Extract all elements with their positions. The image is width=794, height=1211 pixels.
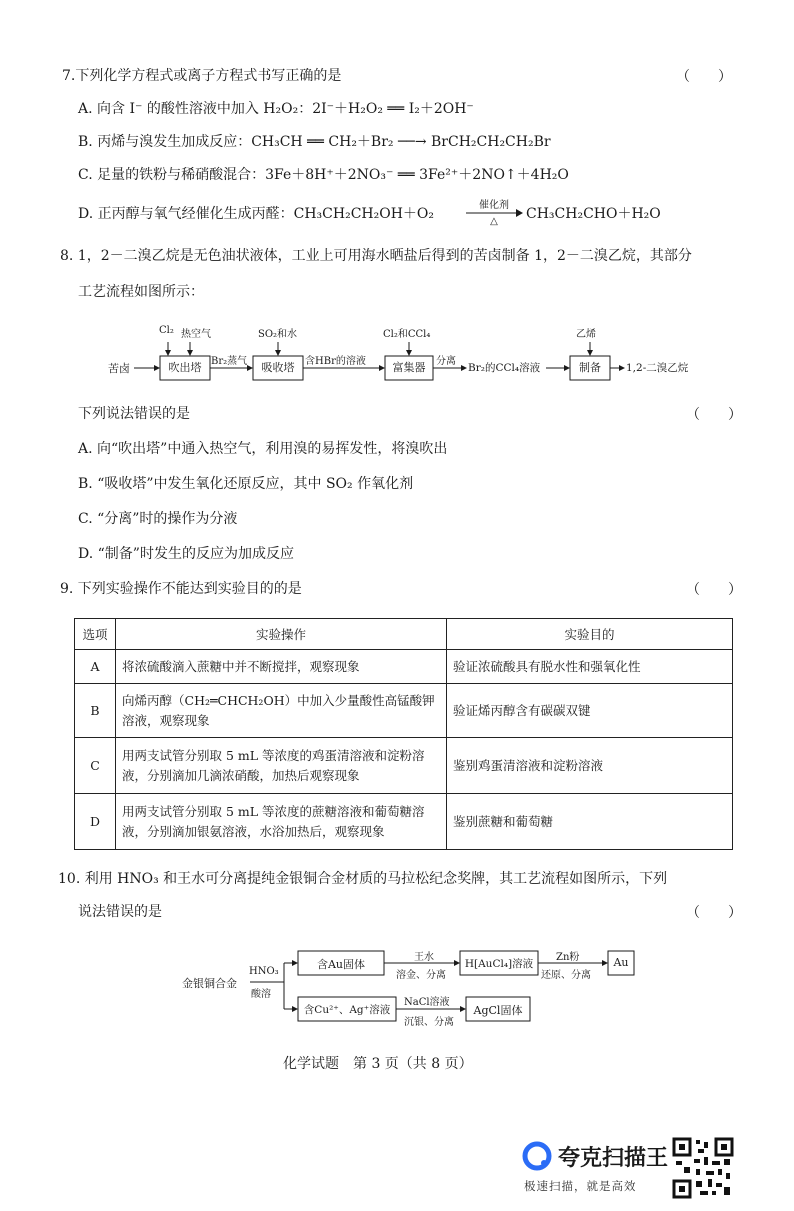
table-cell-option: D [75, 794, 116, 850]
q8-flow-arrow2-label: 含HBr的溶液 [305, 356, 366, 367]
table-cell-purpose: 验证烯丙醇含有碳碳双键 [447, 684, 733, 738]
table-cell-operation: 用两支试管分别取 5 mL 等浓度的蔗糖溶液和葡萄糖溶液，分别滴加银氨溶液，水浴加热后，观察现象 [116, 794, 447, 850]
q8-flow-arrow3-label: 分离 [436, 356, 456, 367]
table-cell-operation: 用两支试管分别取 5 mL 等浓度的鸡蛋清溶液和淀粉溶液，分别滴加几滴浓硝酸，加热后观察现象 [116, 738, 447, 794]
q8-flow-input-cl2: Cl₂ [159, 325, 174, 336]
q7-catalyst-label: 催化剂 [479, 200, 509, 211]
q10-stem-line2: 说法错误的是 [78, 904, 162, 920]
table-row [75, 650, 733, 684]
q7-option-a: A. 向含 I⁻ 的酸性溶液中加入 H₂O₂：2I⁻＋H₂O₂ ══ I₂＋2OH⁻ [78, 101, 474, 117]
q10-flow-top-reagent: 王水 [414, 952, 434, 963]
q10-flow-mid-op: 还原、分离 [541, 970, 591, 981]
q7-option-d-left: D. 正丙醇与氧气经催化生成丙醛：CH₃CH₂CH₂OH＋O₂ [78, 206, 435, 222]
table-header-purpose: 实验目的 [447, 619, 733, 650]
table-header-operation: 实验操作 [116, 619, 447, 650]
table-cell-purpose: 验证浓硫酸具有脱水性和强氧化性 [447, 650, 733, 684]
table-row [75, 684, 733, 738]
q8-option-c: C. “分离”时的操作为分液 [78, 511, 238, 527]
q7-heat-label: △ [490, 216, 498, 227]
q8-flow-arrow1-label: Br₂蒸气 [211, 356, 248, 367]
q7-answer-paren: （ ） [676, 69, 732, 85]
q10-flow-mid-reagent: Zn粉 [556, 952, 580, 963]
q10-flow-box-au-solid: 含Au固体 [316, 958, 366, 971]
q8-flow-input-cl2-ccl4: Cl₂和CCl₄ [383, 329, 431, 340]
q8-flow-mid-product: Br₂的CCl₄溶液 [468, 362, 541, 374]
q8-flow-input-so2: SO₂和水 [258, 329, 298, 340]
scanner-brand: 夸克扫描王 [558, 1146, 669, 1171]
table-cell-purpose: 鉴别鸡蛋清溶液和淀粉溶液 [447, 738, 733, 794]
q10-flow-box-au: Au [613, 956, 629, 969]
table-cell-purpose: 鉴别蔗糖和葡萄糖 [447, 794, 733, 850]
q9-answer-paren: （ ） [686, 582, 742, 598]
q8-stem-line1: 8. 1，2－二溴乙烷是无色油状液体，工业上可用海水晒盐后得到的苦卤制备 1，2－二溴乙烷，其部分 [60, 248, 692, 264]
q8-flow-input-hot-air: 热空气 [181, 329, 211, 340]
qr-code-icon [672, 1137, 734, 1199]
q8-flow-input-ethylene: 乙烯 [576, 329, 596, 340]
q10-flow-op-acid-dissolve: 酸溶 [251, 989, 271, 1000]
q10-flow-box-cu-ag-solution: 含Cu²⁺、Ag⁺溶液 [303, 1004, 391, 1016]
table-cell-option: C [75, 738, 116, 794]
q8-flow-box-prepare: 制备 [579, 361, 601, 374]
q10-flow-box-haucl4: H[AuCl₄]溶液 [464, 958, 534, 970]
q8-ask: 下列说法错误的是 [78, 406, 190, 422]
q8-flow-box-blow-tower: 吹出塔 [168, 361, 202, 374]
table-row [75, 794, 733, 850]
q8-option-b: B. “吸收塔”中发生氧化还原反应，其中 SO₂ 作氧化剂 [78, 476, 414, 492]
q8-answer-paren: （ ） [686, 407, 742, 423]
table-row [75, 738, 733, 794]
q8-flow-box-absorb-tower: 吸收塔 [261, 361, 295, 374]
q10-flow-bottom-op: 沉银、分离 [404, 1017, 454, 1028]
q10-answer-paren: （ ） [686, 905, 742, 921]
q9-experiment-table [74, 618, 733, 850]
scanner-logo-icon [522, 1141, 552, 1171]
q10-flow-reagent-hno3: HNO₃ [249, 966, 279, 977]
q10-stem-line1: 10. 利用 HNO₃ 和王水可分离提纯金银铜合金材质的马拉松纪念奖牌，其工艺流程如图所示，下列 [58, 871, 668, 887]
table-header-option: 选项 [75, 619, 116, 650]
table-cell-option: A [75, 650, 116, 684]
q10-flow-start: 金银铜合金 [182, 977, 237, 990]
q10-flow-bottom-reagent: NaCl溶液 [404, 997, 450, 1008]
q8-option-d: D. “制备”时发生的反应为加成反应 [78, 546, 294, 562]
q8-stem-line2: 工艺流程如图所示： [78, 284, 204, 300]
q8-flow-start: 苦卤 [108, 362, 130, 375]
table-cell-operation: 将浓硫酸滴入蔗糖中并不断搅拌，观察现象 [116, 650, 447, 684]
q7-option-b: B. 丙烯与溴发生加成反应：CH₃CH ══ CH₂＋Br₂ ──→ BrCH₂CH₂CH₂Br [78, 134, 551, 150]
q10-flow-top-op: 溶金、分离 [396, 970, 446, 981]
q8-flow-box-enricher: 富集器 [392, 361, 426, 374]
q9-stem: 9. 下列实验操作不能达到实验目的的是 [60, 581, 302, 597]
q7-stem: 7.下列化学方程式或离子方程式书写正确的是 [62, 68, 342, 84]
q8-option-a: A. 向“吹出塔”中通入热空气，利用溴的易挥发性，将溴吹出 [78, 441, 448, 457]
scanner-slogan: 极速扫描，就是高效 [524, 1179, 637, 1193]
table-cell-option: B [75, 684, 116, 738]
page-footer: 化学试题 第 3 页（共 8 页） [283, 1056, 473, 1072]
q7-option-d-right: CH₃CH₂CHO＋H₂O [526, 206, 661, 222]
q7-option-c: C. 足量的铁粉与稀硝酸混合：3Fe＋8H⁺＋2NO₃⁻ ══ 3Fe²⁺＋2NO↑＋4H₂O [78, 167, 569, 183]
q10-flow-box-agcl: AgCl固体 [473, 1004, 523, 1017]
table-header-row [75, 619, 733, 650]
table-cell-operation: 向烯丙醇（CH₂═CHCH₂OH）中加入少量酸性高锰酸钾溶液，观察现象 [116, 684, 447, 738]
q8-flow-end-product: 1,2-二溴乙烷 [626, 362, 689, 374]
